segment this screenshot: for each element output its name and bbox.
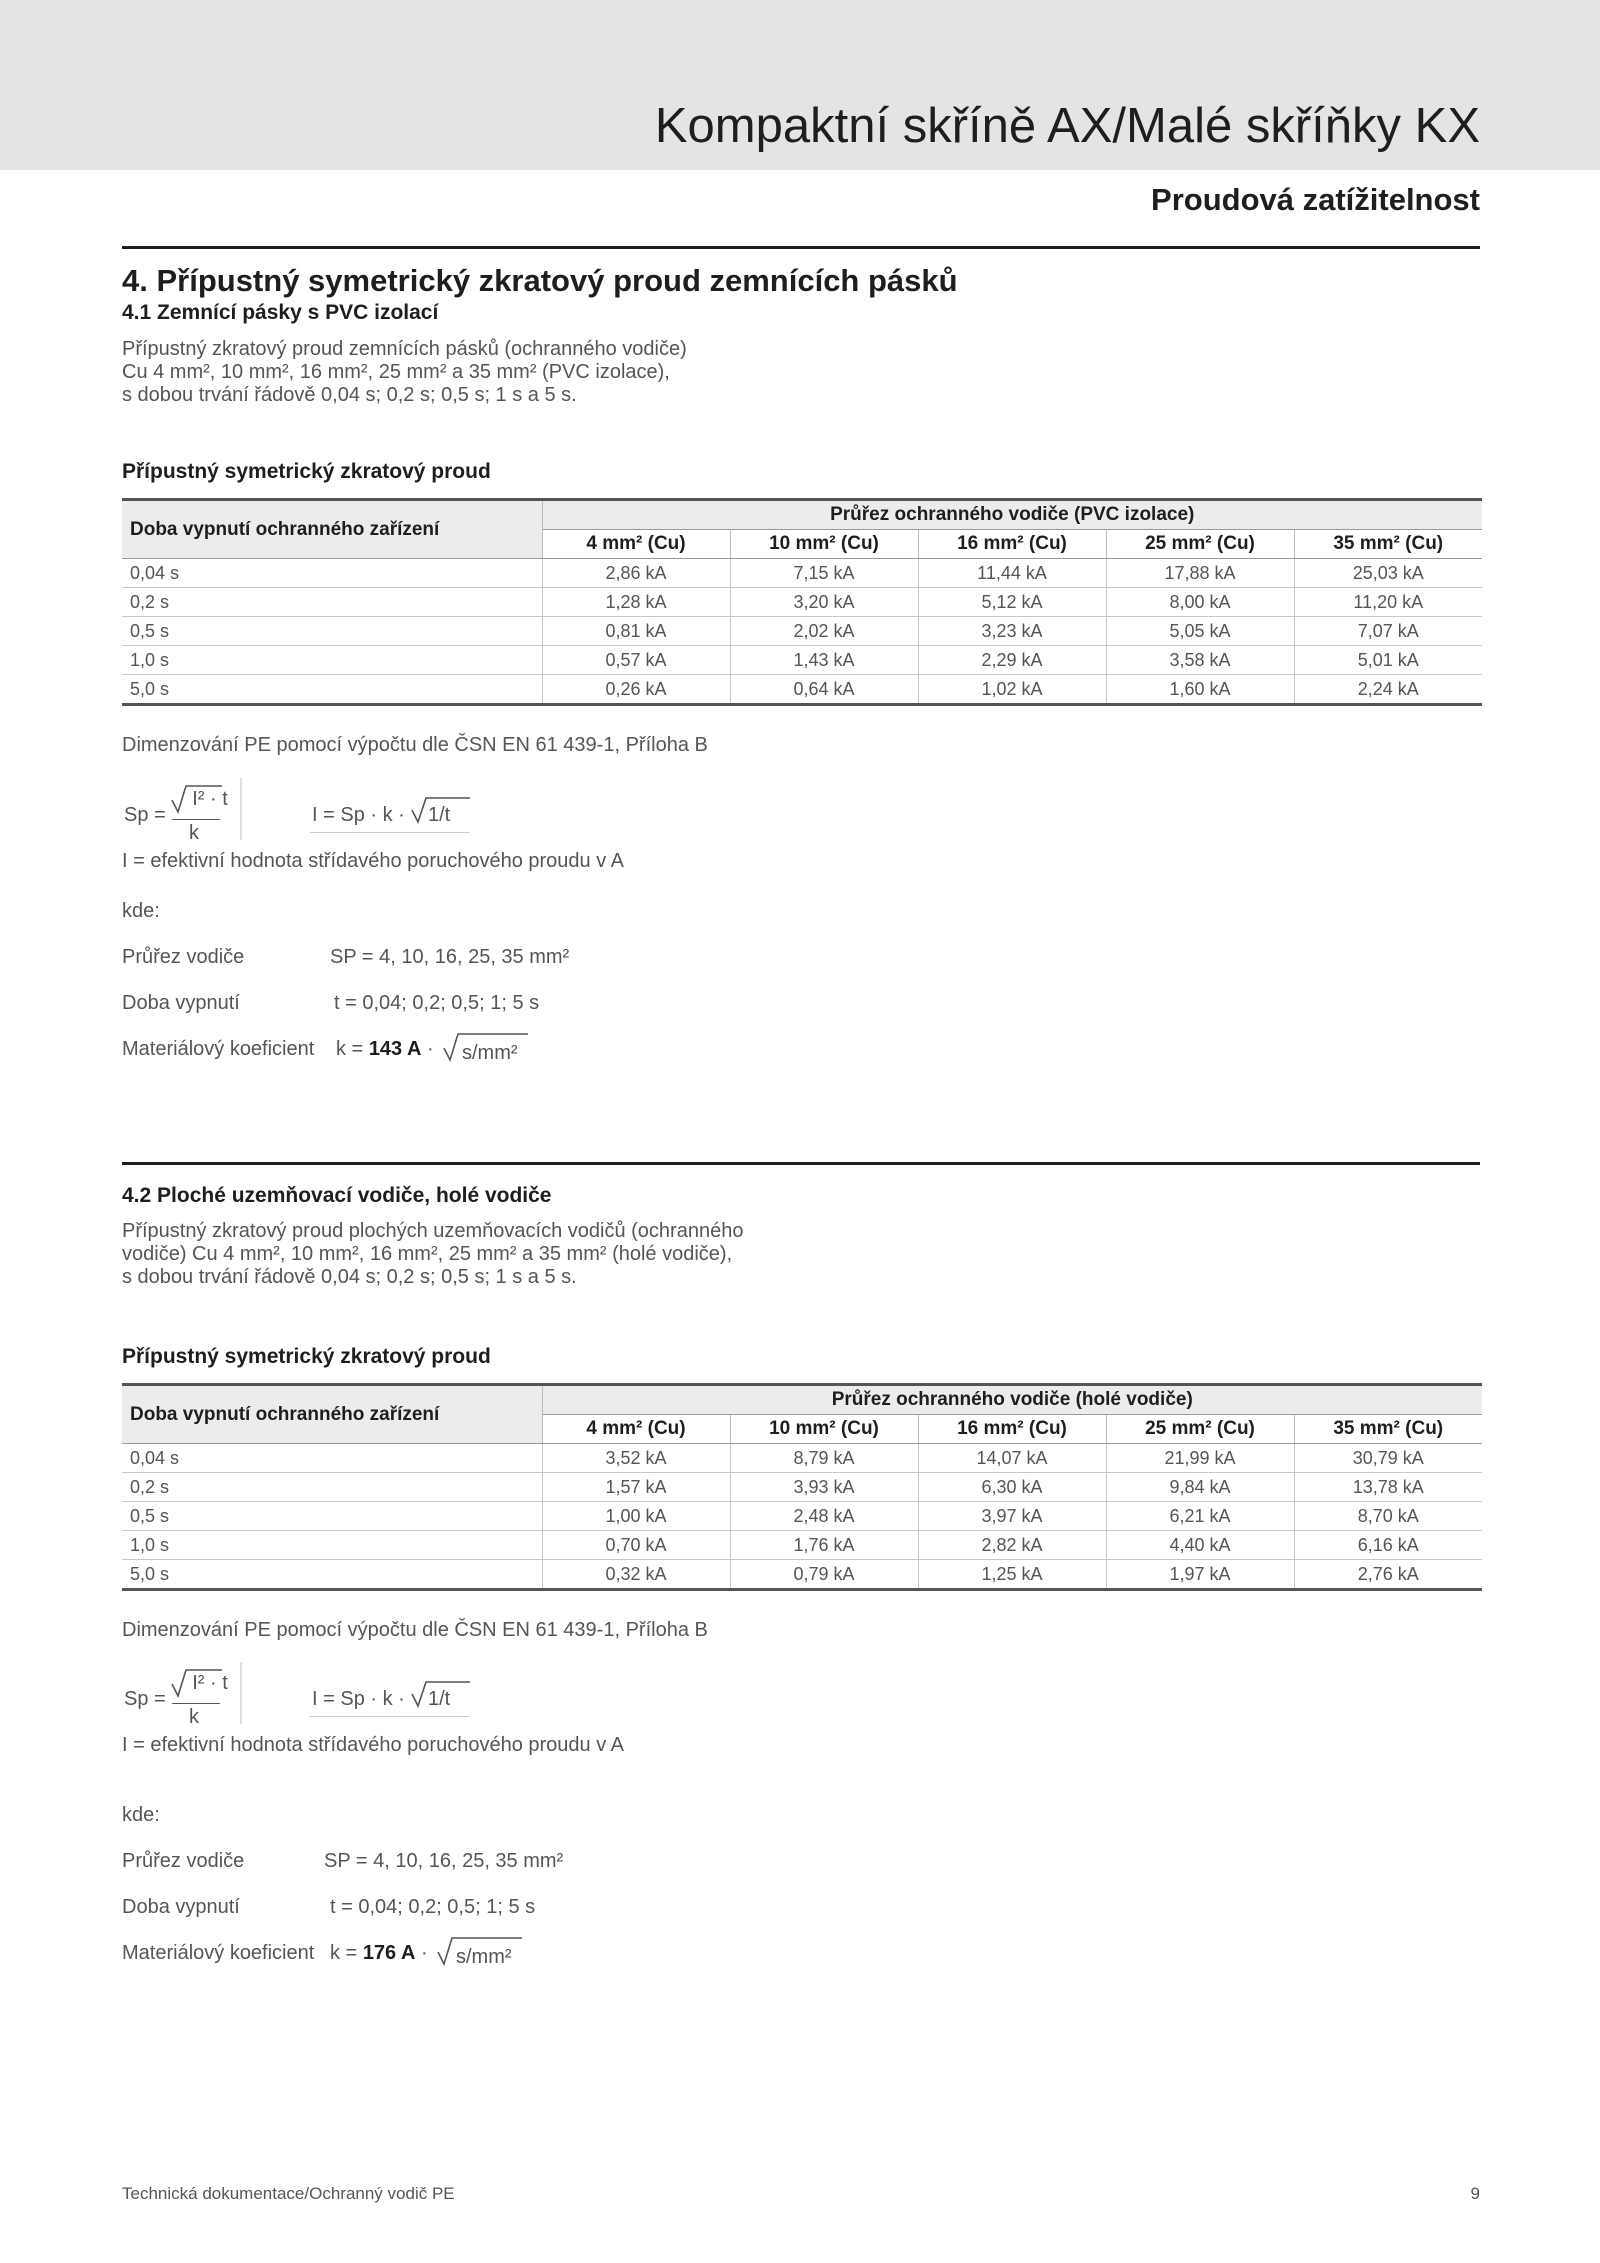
fraction-bar	[172, 1703, 220, 1704]
intro-line: s dobou trvání řádově 0,04 s; 0,2 s; 0,5 s; 1 s a 5 s.	[122, 1266, 577, 1288]
table-cell: 5,05 kA	[1106, 617, 1294, 646]
intro-line: vodiče) Cu 4 mm², 10 mm², 16 mm², 25 mm² a 35 mm² (holé vodiče),	[122, 1243, 733, 1265]
table-row	[122, 1444, 1482, 1473]
row-header: Doba vypnutí ochranného zařízení	[122, 1385, 542, 1444]
fraction-bar	[172, 819, 220, 820]
table-cell: 1,25 kA	[918, 1560, 1106, 1590]
formula-current: I = Sp · k ·	[312, 804, 405, 826]
table-cell: 8,79 kA	[730, 1444, 918, 1473]
table-cell: 13,78 kA	[1294, 1473, 1482, 1502]
param-value	[330, 1942, 428, 1965]
table-title-4-1: Přípustný symetrický zkratový proud	[122, 460, 491, 483]
table-row	[122, 1473, 1482, 1502]
table-cell: 1,76 kA	[730, 1531, 918, 1560]
section-heading: 4. Přípustný symetrický zkratový proud zemnících pásků	[122, 263, 958, 298]
document-subtitle: Proudová zatížitelnost	[1151, 182, 1480, 217]
intro-text-4-2	[122, 1220, 743, 1289]
table-cell: 7,07 kA	[1294, 617, 1482, 646]
table-cell: 2,48 kA	[730, 1502, 918, 1531]
table-cell: 2,86 kA	[542, 559, 730, 588]
intro-line: Přípustný zkratový proud zemnících pásků (ochranného vodiče)	[122, 338, 687, 360]
formula-denominator: k	[189, 1706, 199, 1728]
table-cell: 0,04 s	[122, 1444, 542, 1473]
table-cell: 0,64 kA	[730, 675, 918, 705]
formula-denominator: k	[189, 822, 199, 844]
table-cell: 14,07 kA	[918, 1444, 1106, 1473]
param-value: t = 0,04; 0,2; 0,5; 1; 5 s	[330, 1896, 536, 1918]
table-cell: 8,70 kA	[1294, 1502, 1482, 1531]
table-cell: 2,82 kA	[918, 1531, 1106, 1560]
formula-sp: Sp =	[124, 804, 166, 826]
table-cell: 1,0 s	[122, 1531, 542, 1560]
column-header: 4 mm² (Cu)	[542, 530, 730, 559]
table-cell: 2,76 kA	[1294, 1560, 1482, 1590]
where-label-4-1: kde:	[122, 900, 160, 922]
column-header: 16 mm² (Cu)	[918, 1415, 1106, 1444]
table-cell: 1,0 s	[122, 646, 542, 675]
table-cell: 3,20 kA	[730, 588, 918, 617]
formula-4-1	[122, 778, 482, 848]
table-row	[122, 646, 1482, 675]
footer-text: Technická dokumentace/Ochranný vodič PE	[122, 2184, 455, 2203]
definition-4-2: I = efektivní hodnota střídavého poruchového proudu v A	[122, 1734, 625, 1756]
table-cell: 0,26 kA	[542, 675, 730, 705]
dimension-note-4-2: Dimenzování PE pomocí výpočtu dle ČSN EN 61 439-1, Příloha B	[122, 1619, 708, 1641]
table-cell: 0,5 s	[122, 617, 542, 646]
subsection-heading-4-1: 4.1 Zemnící pásky s PVC izolací	[122, 301, 439, 324]
table-cell: 5,0 s	[122, 675, 542, 705]
table-row	[122, 588, 1482, 617]
table-cell: 5,12 kA	[918, 588, 1106, 617]
row-header: Doba vypnutí ochranného zařízení	[122, 500, 542, 559]
table-cell: 0,32 kA	[542, 1560, 730, 1590]
table-cell: 7,15 kA	[730, 559, 918, 588]
table-title-4-2: Přípustný symetrický zkratový proud	[122, 1345, 491, 1368]
param-time-4-1	[122, 992, 540, 1015]
formula-underline	[310, 1716, 470, 1717]
section-divider	[122, 1162, 1480, 1165]
where-label-4-2: kde:	[122, 1804, 160, 1826]
table-cell: 2,24 kA	[1294, 675, 1482, 705]
group-header: Průřez ochranného vodiče (holé vodiče)	[542, 1385, 1482, 1415]
table-row	[122, 675, 1482, 705]
table-cell: 6,21 kA	[1106, 1502, 1294, 1531]
intro-text-4-1	[122, 338, 687, 407]
table-row	[122, 559, 1482, 588]
coef-prefix: k =	[330, 1942, 358, 1964]
table-cell: 0,2 s	[122, 588, 542, 617]
table-cell: 2,29 kA	[918, 646, 1106, 675]
coef-prefix: k =	[336, 1038, 364, 1060]
table-cell: 5,0 s	[122, 1560, 542, 1590]
table-cell: 9,84 kA	[1106, 1473, 1294, 1502]
table-cell: 25,03 kA	[1294, 559, 1482, 588]
table-row	[122, 1531, 1482, 1560]
formula-4-2	[122, 1662, 482, 1732]
table-cell: 8,00 kA	[1106, 588, 1294, 617]
table-cell: 0,5 s	[122, 1502, 542, 1531]
column-header: 25 mm² (Cu)	[1106, 1415, 1294, 1444]
table-cell: 1,43 kA	[730, 646, 918, 675]
table-cell: 1,60 kA	[1106, 675, 1294, 705]
formula-divider	[240, 778, 242, 840]
table-cell: 17,88 kA	[1106, 559, 1294, 588]
formula-sp: Sp =	[124, 1688, 166, 1710]
data-table-4-2	[122, 1383, 1482, 1591]
table-cell: 0,79 kA	[730, 1560, 918, 1590]
param-cross-section-4-2	[122, 1850, 564, 1873]
table-cell: 0,70 kA	[542, 1531, 730, 1560]
formula-numerator: I² · t	[192, 1672, 228, 1694]
formula-numerator: I² · t	[192, 788, 228, 810]
table-cell: 6,16 kA	[1294, 1531, 1482, 1560]
param-coefficient-4-2	[122, 1942, 512, 1968]
table-cell: 30,79 kA	[1294, 1444, 1482, 1473]
table-cell: 1,57 kA	[542, 1473, 730, 1502]
table-cell: 1,00 kA	[542, 1502, 730, 1531]
table-cell: 0,2 s	[122, 1473, 542, 1502]
table-cell: 11,20 kA	[1294, 588, 1482, 617]
table-cell: 3,52 kA	[542, 1444, 730, 1473]
table-row	[122, 1502, 1482, 1531]
table-cell: 0,81 kA	[542, 617, 730, 646]
intro-line: s dobou trvání řádově 0,04 s; 0,2 s; 0,5 s; 1 s a 5 s.	[122, 384, 577, 406]
table-cell: 1,97 kA	[1106, 1560, 1294, 1590]
table-cell: 2,02 kA	[730, 617, 918, 646]
coef-value: 143 A	[368, 1038, 422, 1060]
param-cross-section-4-1	[122, 946, 570, 969]
table-cell: 3,23 kA	[918, 617, 1106, 646]
param-label: Doba vypnutí	[122, 992, 240, 1014]
table-cell: 3,97 kA	[918, 1502, 1106, 1531]
table-cell: 0,04 s	[122, 559, 542, 588]
table-cell: 3,93 kA	[730, 1473, 918, 1502]
param-label: Doba vypnutí	[122, 1896, 240, 1918]
param-label: Průřez vodiče	[122, 946, 245, 968]
coef-value: 176 A	[362, 1942, 416, 1964]
param-time-4-2	[122, 1896, 536, 1919]
table-cell: 0,57 kA	[542, 646, 730, 675]
table-cell: 1,02 kA	[918, 675, 1106, 705]
group-header: Průřez ochranného vodiče (PVC izolace)	[542, 500, 1482, 530]
intro-line: Cu 4 mm², 10 mm², 16 mm², 25 mm² a 35 mm² (PVC izolace),	[122, 361, 670, 383]
table-cell: 3,58 kA	[1106, 646, 1294, 675]
table-cell: 6,30 kA	[918, 1473, 1106, 1502]
definition-4-1: I = efektivní hodnota střídavého poruchového proudu v A	[122, 850, 625, 872]
table-row	[122, 1560, 1482, 1590]
param-label: Materiálový koeficient	[122, 1942, 315, 1964]
intro-line: Přípustný zkratový proud plochých uzemňovacích vodičů (ochranného	[122, 1220, 744, 1242]
formula-current: I = Sp · k ·	[312, 1688, 405, 1710]
column-header: 4 mm² (Cu)	[542, 1415, 730, 1444]
coef-dot: ·	[421, 1942, 428, 1964]
formula-root: 1/t	[428, 1688, 451, 1710]
formula-underline	[310, 832, 470, 833]
param-coefficient-4-1	[122, 1038, 518, 1064]
column-header: 10 mm² (Cu)	[730, 530, 918, 559]
document-title: Kompaktní skříně AX/Malé skříňky KX	[654, 99, 1480, 153]
coef-dot: ·	[427, 1038, 434, 1060]
column-header: 25 mm² (Cu)	[1106, 530, 1294, 559]
subsection-heading-4-2: 4.2 Ploché uzemňovací vodiče, holé vodiče	[122, 1184, 552, 1207]
param-value: SP = 4, 10, 16, 25, 35 mm²	[330, 946, 570, 968]
coef-root: s/mm²	[456, 1946, 512, 1968]
table-cell: 21,99 kA	[1106, 1444, 1294, 1473]
column-header: 16 mm² (Cu)	[918, 530, 1106, 559]
param-label: Průřez vodiče	[122, 1850, 245, 1872]
table-row	[122, 617, 1482, 646]
coef-root: s/mm²	[462, 1042, 518, 1064]
table-cell: 4,40 kA	[1106, 1531, 1294, 1560]
formula-root: 1/t	[428, 804, 451, 826]
formula-divider	[240, 1662, 242, 1724]
table-cell: 11,44 kA	[918, 559, 1106, 588]
param-value: SP = 4, 10, 16, 25, 35 mm²	[324, 1850, 564, 1872]
dimension-note-4-1: Dimenzování PE pomocí výpočtu dle ČSN EN 61 439-1, Příloha B	[122, 734, 708, 756]
param-label: Materiálový koeficient	[122, 1038, 315, 1060]
column-header: 10 mm² (Cu)	[730, 1415, 918, 1444]
header-divider	[122, 246, 1480, 249]
page-number: 9	[1470, 2184, 1480, 2203]
param-value	[336, 1038, 434, 1061]
column-header: 35 mm² (Cu)	[1294, 530, 1482, 559]
column-header: 35 mm² (Cu)	[1294, 1415, 1482, 1444]
table-cell: 1,28 kA	[542, 588, 730, 617]
table-cell: 5,01 kA	[1294, 646, 1482, 675]
param-value: t = 0,04; 0,2; 0,5; 1; 5 s	[334, 992, 540, 1014]
data-table-4-1	[122, 498, 1482, 706]
